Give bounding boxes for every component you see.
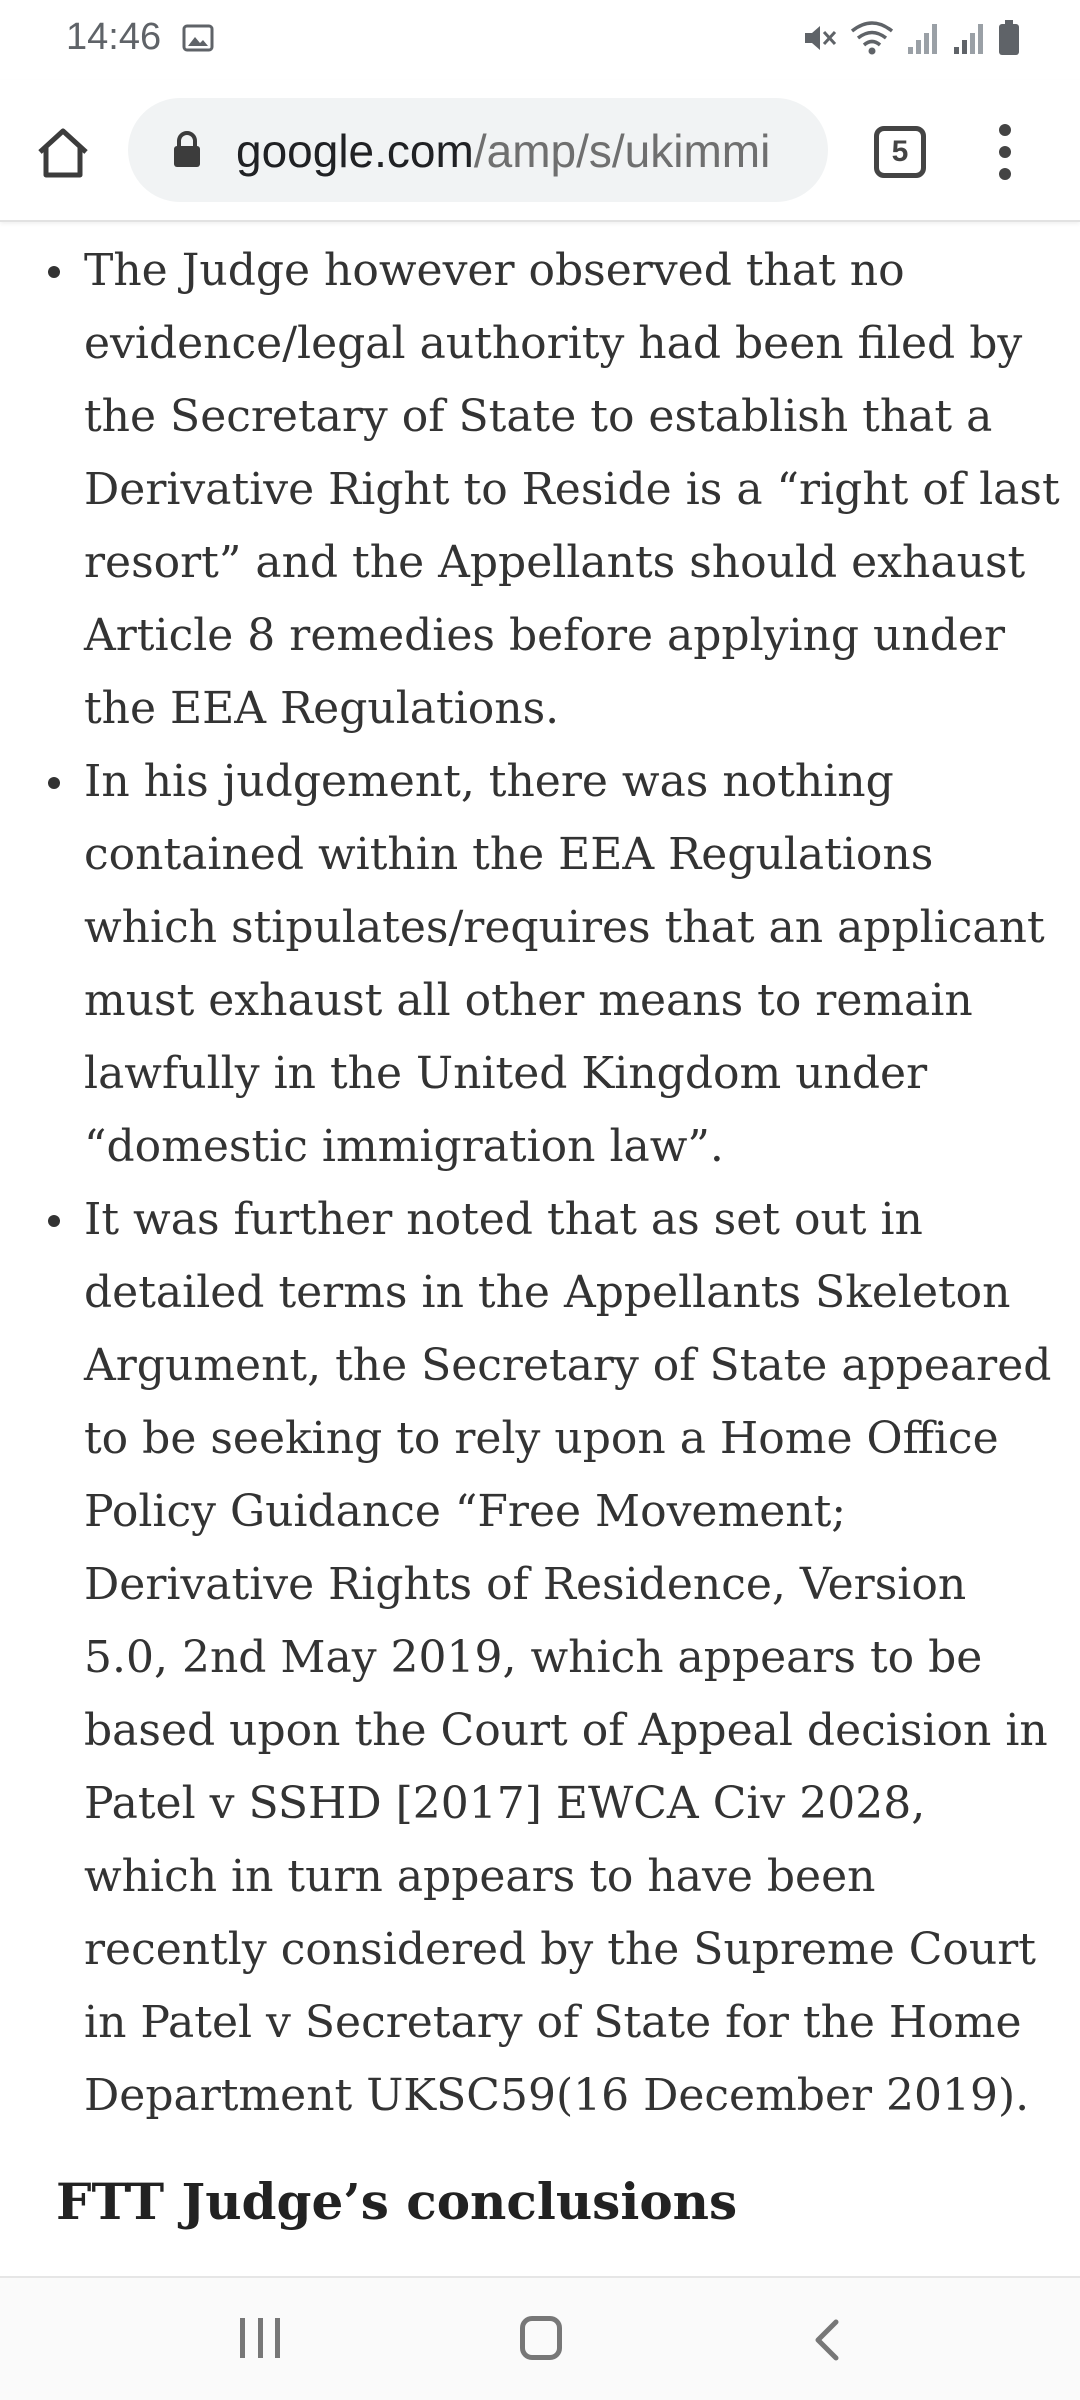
recent-apps-icon[interactable] <box>240 2318 280 2358</box>
address-bar[interactable] <box>128 98 828 202</box>
navigation-bar <box>0 2276 1080 2400</box>
url-path: /amp/s/ukimmi <box>473 125 771 177</box>
url-host: google.com <box>236 125 474 177</box>
mute-icon <box>802 21 838 55</box>
list-item: The Judge however observed that no evidence/legal authority had been filed by the Secretary of State to establish that a Derivative Right to Reside is a “right of last resort” and the Appellants should exhaust Article 8 remedies before applying under the EEA Regulations. <box>0 234 1080 745</box>
url-text <box>236 124 770 178</box>
browser-toolbar <box>0 80 1080 222</box>
status-bar <box>0 0 1080 80</box>
home-button[interactable] <box>28 118 98 188</box>
tabs-button[interactable] <box>874 126 926 178</box>
list-item: In his judgement, there was nothing contained within the EEA Regulations which stipulates/requires that an applicant must exhaust all other means to remain lawfully in the United Kingdom under “domestic immigration law”. <box>0 745 1080 1183</box>
lock-icon <box>172 130 202 168</box>
section-heading: FTT Judge’s conclusions <box>56 2172 738 2231</box>
wifi-icon <box>850 21 894 55</box>
gallery-icon <box>182 24 214 52</box>
bullet-list <box>0 234 1080 2132</box>
list-item: It was further noted that as set out in detailed terms in the Appellants Skeleton Argument, the Secretary of State appeared to be seeking to rely upon a Home Office Policy Guidance “Free Movement; Derivative Rights of Residence, Version 5.0, 2nd May 2019, which appears to be based upon the Court of Appeal decision in Patel v SSHD [2017] EWCA Civ 2028, which in turn appears to have been recently considered by the Supreme Court in Patel v Secretary of State for the Home Department UKSC59(16 December 2019). <box>0 1183 1080 2132</box>
status-icons <box>802 18 1020 58</box>
home-icon <box>35 127 91 179</box>
home-nav-icon[interactable] <box>520 2316 562 2360</box>
article-content <box>0 222 1080 2276</box>
signal-icon <box>952 21 986 55</box>
battery-icon <box>998 20 1020 56</box>
status-time: 14:46 <box>66 16 162 58</box>
tab-count: 5 <box>891 135 909 168</box>
signal-icon <box>906 21 940 55</box>
back-icon[interactable] <box>808 2318 848 2362</box>
more-menu-icon[interactable] <box>985 120 1025 184</box>
